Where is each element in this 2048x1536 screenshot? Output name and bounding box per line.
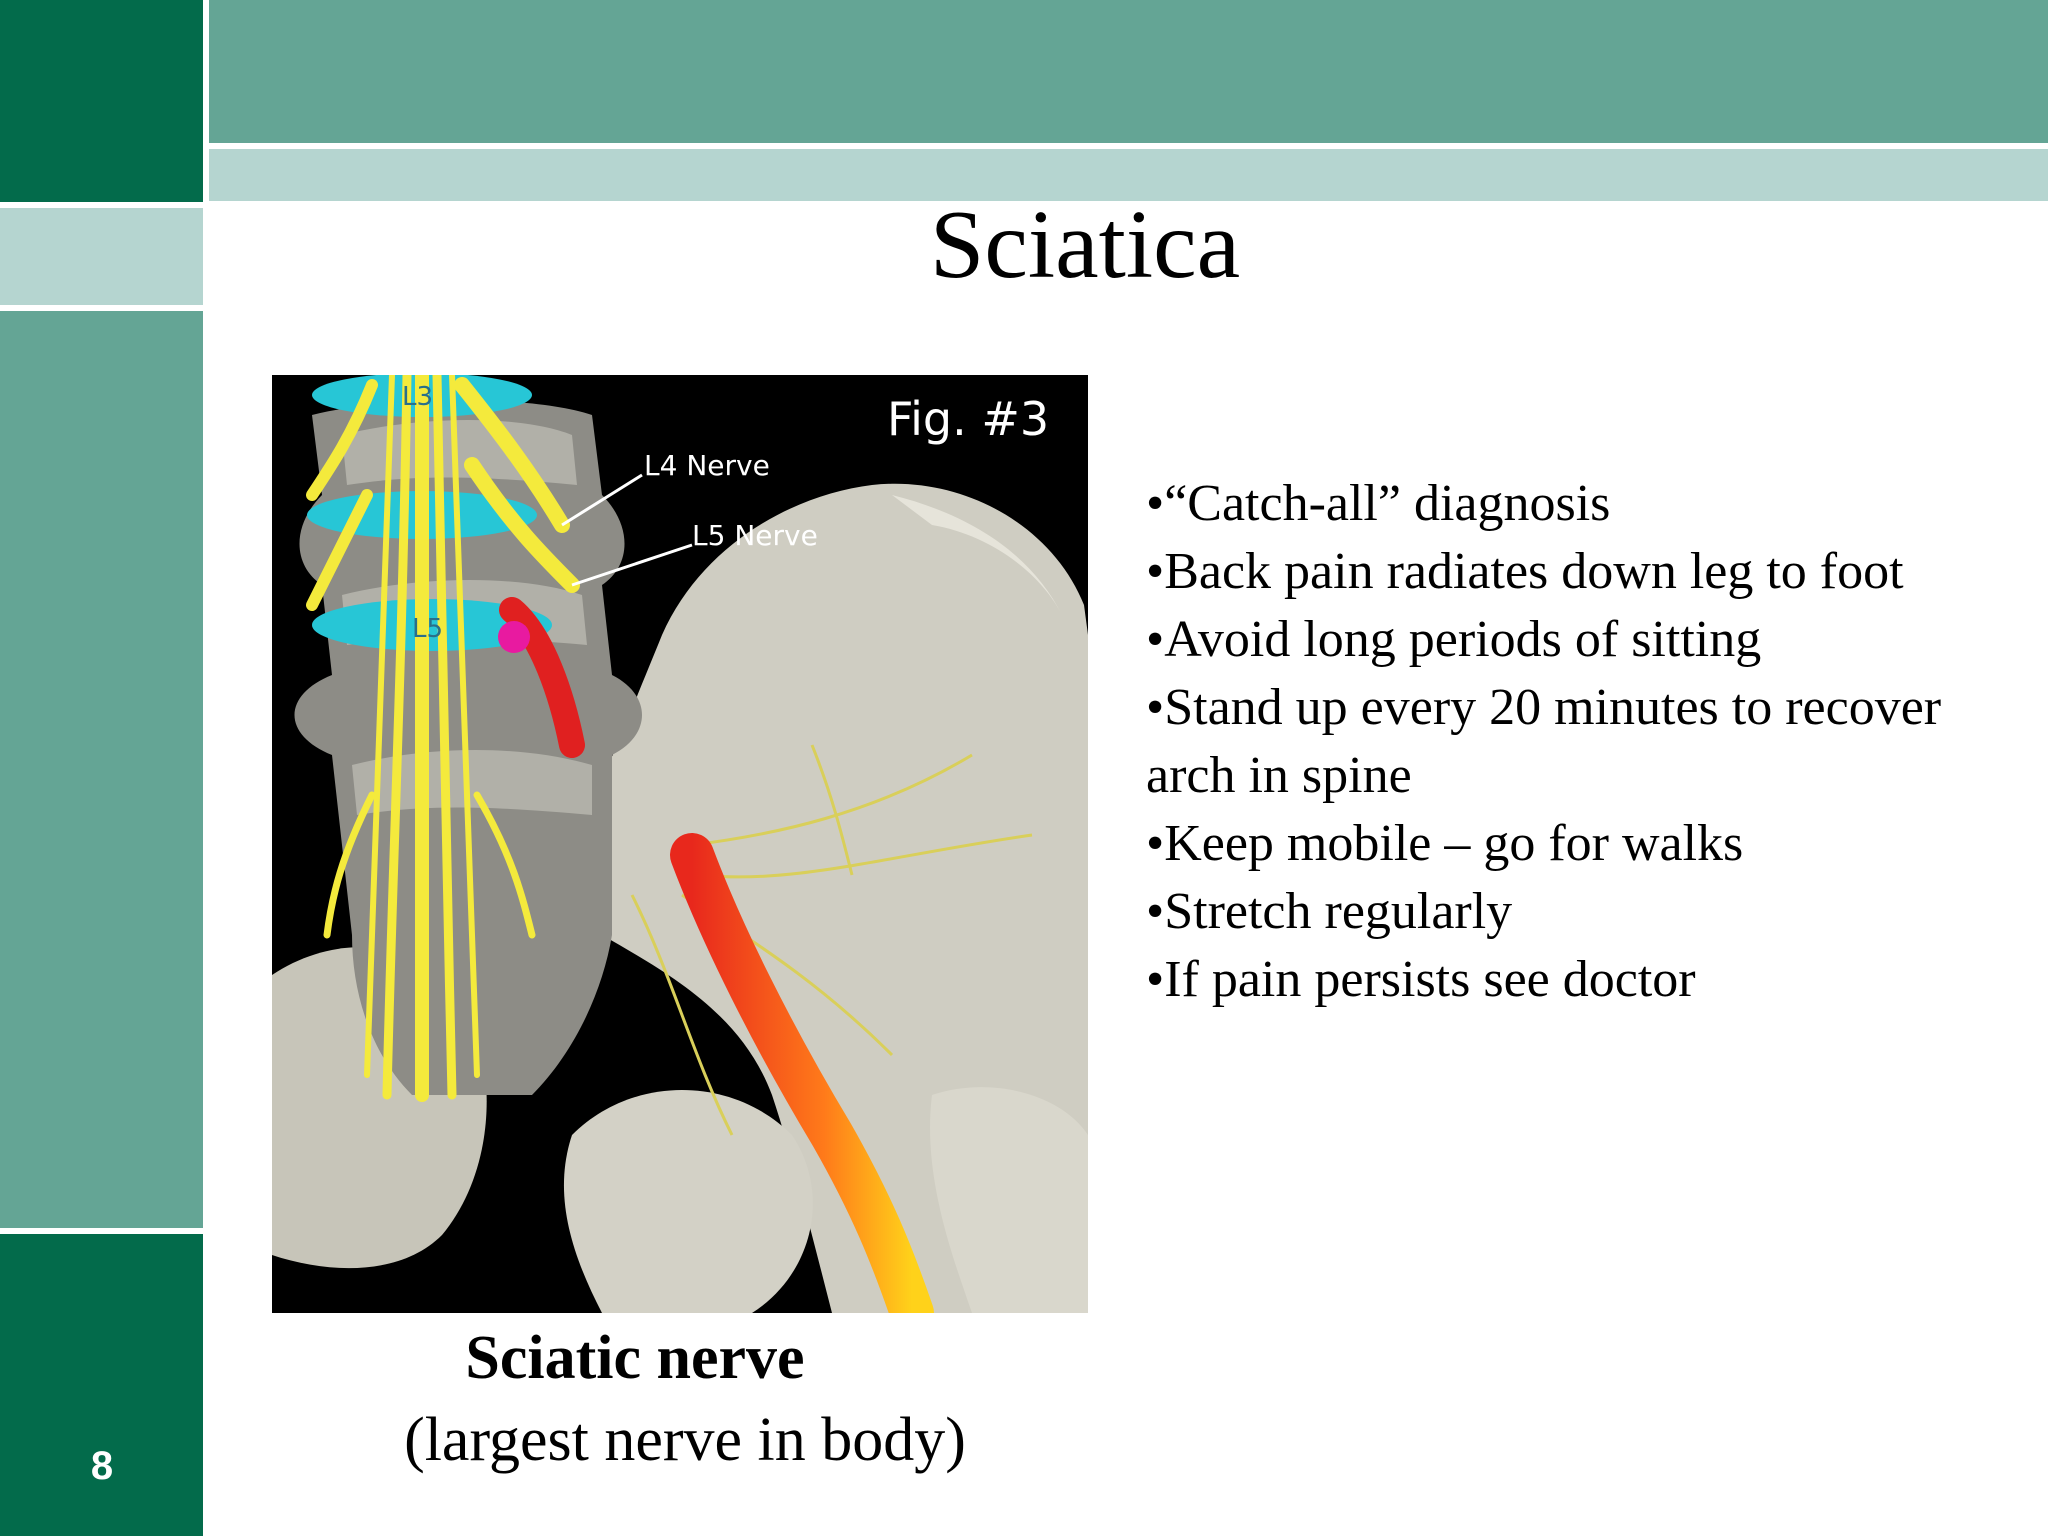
l5-compression-point: [498, 621, 530, 653]
sidebar-middle-band: [0, 311, 203, 1228]
slide-title: Sciatica: [929, 191, 1241, 299]
header-bar: [209, 0, 2048, 143]
bullet-item: •Avoid long periods of sitting: [1146, 611, 1762, 668]
spine-pelvis-illustration: [272, 375, 1088, 1313]
bullet-list: [1146, 470, 2036, 1014]
figure-caption-title: Sciatic nerve: [465, 1324, 805, 1392]
bullet-item: •“Catch-all” diagnosis: [1146, 475, 1611, 532]
figure-label: Fig. #3: [887, 392, 1050, 446]
bullet-item: •Stretch regularly: [1146, 883, 1513, 940]
anatomy-figure: [272, 375, 1088, 1313]
label-l3: L3: [402, 382, 434, 412]
label-l5: L5: [412, 614, 444, 644]
label-l4-nerve: L4 Nerve: [644, 449, 770, 482]
sidebar-light-band: [0, 208, 203, 305]
figure-caption-subtitle: (largest nerve in body): [404, 1406, 966, 1474]
bullet-item: •Stand up every 20 minutes to recover arch in spine: [1146, 679, 1942, 804]
sidebar-top-band: [0, 0, 203, 202]
bullet-item: •Back pain radiates down leg to foot: [1146, 543, 1904, 600]
sidebar-divider: [203, 0, 209, 1536]
label-l5-nerve: L5 Nerve: [692, 519, 818, 552]
sidebar-bottom-band: [0, 1234, 203, 1536]
hip-bone-center: [564, 1090, 813, 1313]
bullet-item: •If pain persists see doctor: [1146, 951, 1696, 1008]
bullet-item: •Keep mobile – go for walks: [1146, 815, 1744, 872]
slide-number: 8: [90, 1444, 114, 1488]
